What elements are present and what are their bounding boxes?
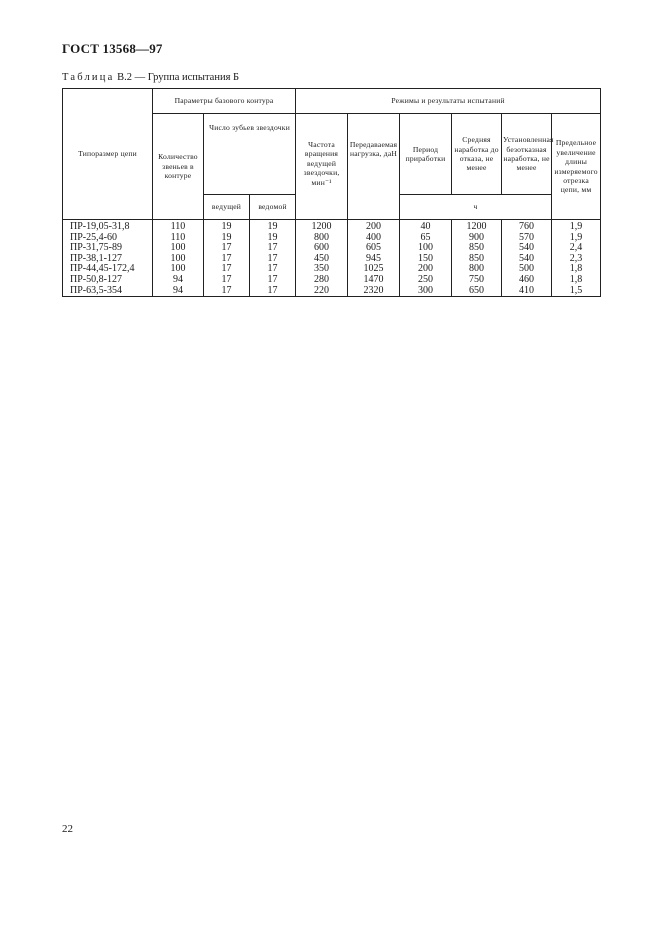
cell-failure-free: 410	[502, 286, 552, 297]
cell-links-count: 100	[153, 254, 204, 265]
cell-driven-teeth: 17	[250, 264, 296, 275]
cell-driven-teeth: 17	[250, 286, 296, 297]
cell-driven-teeth: 19	[250, 220, 296, 233]
header-teeth-count: Число зубьев звездочки	[204, 114, 296, 195]
caption-label: Таблица	[62, 72, 115, 83]
cell-elongation: 1,8	[552, 264, 601, 275]
table-caption	[62, 72, 239, 83]
cell-load: 605	[348, 243, 400, 254]
cell-mean-mtbf: 650	[452, 286, 502, 297]
caption-title: — Группа испытания Б	[134, 72, 240, 83]
cell-driven-teeth: 17	[250, 243, 296, 254]
cell-driving-teeth: 17	[204, 275, 250, 286]
cell-rotation-frequency: 600	[296, 243, 348, 254]
cell-failure-free: 540	[502, 254, 552, 265]
cell-links-count: 110	[153, 220, 204, 233]
cell-run-in: 65	[400, 233, 452, 244]
cell-rotation-frequency: 220	[296, 286, 348, 297]
cell-chain-size: ПР-44,45-172,4	[63, 264, 153, 275]
cell-links-count: 100	[153, 264, 204, 275]
cell-links-count: 110	[153, 233, 204, 244]
header-unit-hours: ч	[400, 195, 552, 220]
cell-elongation: 1,9	[552, 233, 601, 244]
cell-elongation: 1,5	[552, 286, 601, 297]
table-row	[63, 275, 601, 286]
cell-run-in: 300	[400, 286, 452, 297]
cell-mean-mtbf: 900	[452, 233, 502, 244]
header-chain-size: Типоразмер цепи	[63, 89, 153, 220]
table-row	[63, 220, 601, 233]
cell-mean-mtbf: 800	[452, 264, 502, 275]
header-max-elongation: Предельное увеличение длины измеряемого отрезка цепи, мм	[552, 114, 601, 220]
caption-number: В.2	[117, 72, 132, 83]
cell-run-in: 200	[400, 264, 452, 275]
cell-mean-mtbf: 850	[452, 243, 502, 254]
cell-rotation-frequency: 450	[296, 254, 348, 265]
header-driven-sprocket: ведомой	[250, 195, 296, 220]
cell-driving-teeth: 17	[204, 264, 250, 275]
cell-driving-teeth: 17	[204, 243, 250, 254]
cell-failure-free: 760	[502, 220, 552, 233]
header-modes-results: Режимы и результаты испытаний	[296, 89, 601, 114]
header-base-params: Параметры базового контура	[153, 89, 296, 114]
cell-chain-size: ПР-31,75-89	[63, 243, 153, 254]
cell-links-count: 94	[153, 275, 204, 286]
cell-elongation: 1,8	[552, 275, 601, 286]
cell-load: 200	[348, 220, 400, 233]
cell-load: 2320	[348, 286, 400, 297]
cell-failure-free: 460	[502, 275, 552, 286]
header-rotation-frequency: Частота вращения ведущей звездочки, мин⁻¹	[296, 114, 348, 220]
cell-mean-mtbf: 1200	[452, 220, 502, 233]
cell-load: 400	[348, 233, 400, 244]
cell-elongation: 1,9	[552, 220, 601, 233]
cell-run-in: 250	[400, 275, 452, 286]
cell-driving-teeth: 17	[204, 286, 250, 297]
cell-driven-teeth: 17	[250, 275, 296, 286]
cell-load: 945	[348, 254, 400, 265]
cell-driven-teeth: 19	[250, 233, 296, 244]
cell-elongation: 2,3	[552, 254, 601, 265]
cell-driven-teeth: 17	[250, 254, 296, 265]
cell-mean-mtbf: 750	[452, 275, 502, 286]
cell-load: 1025	[348, 264, 400, 275]
cell-run-in: 40	[400, 220, 452, 233]
cell-chain-size: ПР-25,4-60	[63, 233, 153, 244]
cell-mean-mtbf: 850	[452, 254, 502, 265]
document-header: ГОСТ 13568—97	[62, 41, 163, 56]
cell-elongation: 2,4	[552, 243, 601, 254]
cell-run-in: 150	[400, 254, 452, 265]
cell-driving-teeth: 19	[204, 220, 250, 233]
cell-driving-teeth: 19	[204, 233, 250, 244]
cell-rotation-frequency: 800	[296, 233, 348, 244]
cell-chain-size: ПР-63,5-354	[63, 286, 153, 297]
cell-load: 1470	[348, 275, 400, 286]
table-row	[63, 286, 601, 297]
cell-links-count: 100	[153, 243, 204, 254]
cell-chain-size: ПР-19,05-31,8	[63, 220, 153, 233]
header-transmitted-load: Передаваемая нагрузка, даН	[348, 114, 400, 220]
cell-rotation-frequency: 280	[296, 275, 348, 286]
header-links-count: Количество звеньев в контуре	[153, 114, 204, 220]
cell-run-in: 100	[400, 243, 452, 254]
cell-chain-size: ПР-38,1-127	[63, 254, 153, 265]
cell-links-count: 94	[153, 286, 204, 297]
test-results-table	[62, 88, 601, 297]
page-number: 22	[62, 823, 73, 835]
header-failure-free-operation: Установленная безотказная наработка, не менее	[502, 114, 552, 195]
cell-rotation-frequency: 350	[296, 264, 348, 275]
cell-failure-free: 540	[502, 243, 552, 254]
cell-failure-free: 570	[502, 233, 552, 244]
header-driving-sprocket: ведущей	[204, 195, 250, 220]
cell-driving-teeth: 17	[204, 254, 250, 265]
header-mean-time-to-failure: Средняя наработка до отказа, не менее	[452, 114, 502, 195]
header-run-in-period: Период приработки	[400, 114, 452, 195]
cell-failure-free: 500	[502, 264, 552, 275]
cell-chain-size: ПР-50,8-127	[63, 275, 153, 286]
cell-rotation-frequency: 1200	[296, 220, 348, 233]
